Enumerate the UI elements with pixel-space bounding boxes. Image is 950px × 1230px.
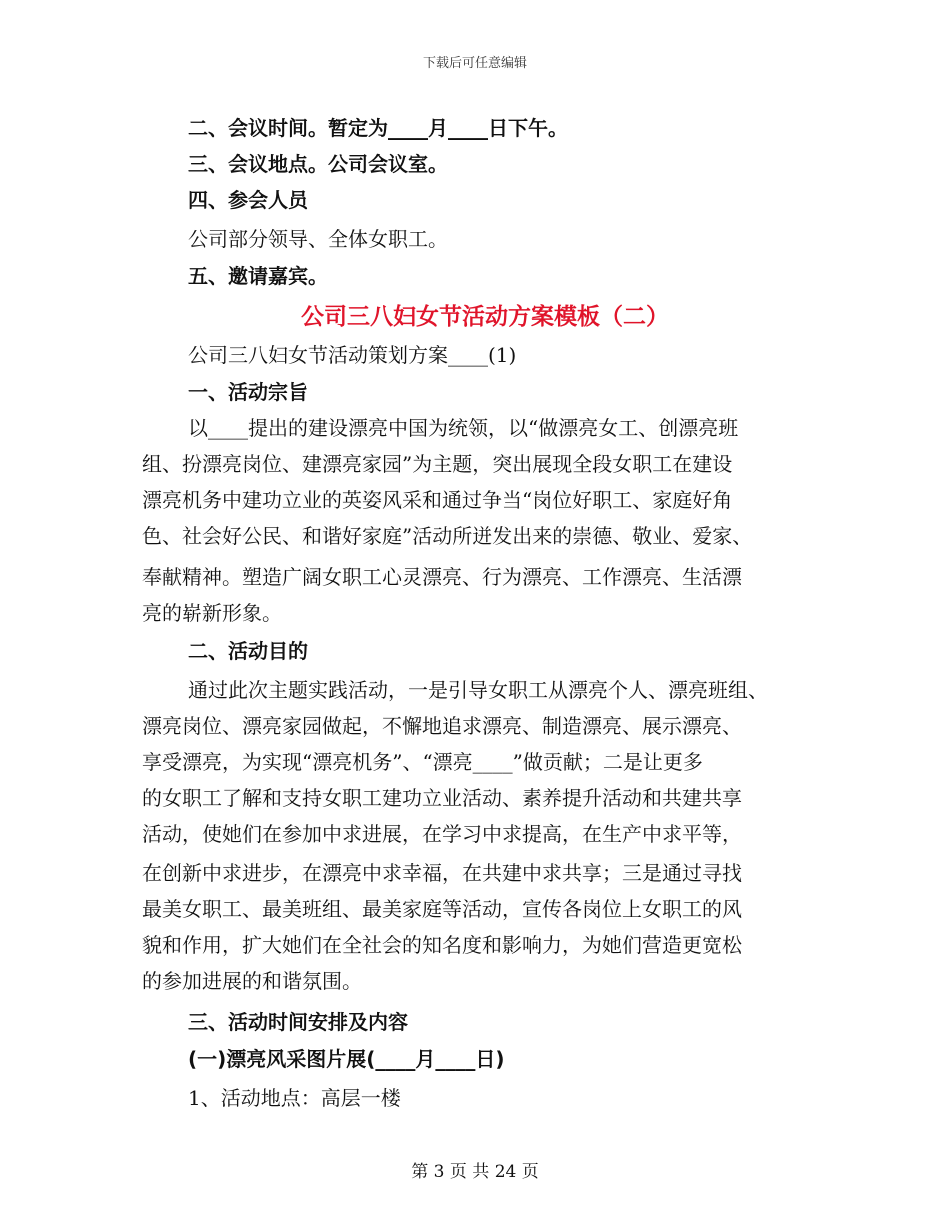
purpose-line: 奉献精神。塑造广阔女职工心灵漂亮、行为漂亮、工作漂亮、生活漂 [142, 565, 742, 589]
goal-line: 享受漂亮，为实现“漂亮机务”、“漂亮____”做贡献；二是让更多 [142, 750, 703, 774]
goal-line: 貌和作用，扩大她们在全社会的知名度和影响力，为她们营造更宽松 [142, 933, 742, 957]
purpose-line: 组、扮漂亮岗位、建漂亮家园”为主题，突出展现全段女职工在建设 [142, 452, 733, 476]
guests-heading: 五、邀请嘉宾。 [188, 264, 328, 288]
purpose-heading: 一、活动宗旨 [188, 380, 308, 404]
page-footer: 第 3 页 共 24 页 [411, 1162, 539, 1182]
schedule-heading: 三、活动时间安排及内容 [188, 1010, 408, 1034]
goal-line: 漂亮岗位、漂亮家园做起，不懈地追求漂亮、制造漂亮、展示漂亮、 [142, 714, 742, 738]
attendees-heading: 四、参会人员 [188, 188, 308, 212]
goal-line: 的参加进展的和谐氛围。 [142, 969, 362, 993]
goal-line: 活动，使她们在参加中求进展，在学习中求提高，在生产中求平等， [142, 822, 742, 846]
purpose-line: 以____提出的建设漂亮中国为统领，以“做漂亮女工、创漂亮班 [188, 416, 739, 440]
schedule-subheading: (一)漂亮风采图片展(____月____日) [188, 1047, 505, 1071]
meeting-place: 三、会议地点。公司会议室。 [188, 152, 448, 176]
goal-line: 在创新中求进步，在漂亮中求幸福，在共建中求共享；三是通过寻找 [142, 861, 742, 885]
plan-subtitle: 公司三八妇女节活动策划方案____(1) [188, 343, 517, 367]
meeting-time: 二、会议时间。暂定为____月____日下午。 [188, 116, 568, 140]
purpose-line: 色、社会好公民、和谐好家庭”活动所迸发出来的崇德、敬业、爱家、 [142, 524, 753, 548]
schedule-item: 1、活动地点：高层一楼 [188, 1086, 401, 1110]
goal-line: 最美女职工、最美班组、最美家庭等活动，宣传各岗位上女职工的风 [142, 897, 742, 921]
page-header: 下载后可任意编辑 [422, 56, 527, 71]
section-title: 公司三八妇女节活动方案模板（二） [301, 304, 669, 330]
goal-heading: 二、活动目的 [188, 639, 308, 663]
purpose-line: 亮的崭新形象。 [142, 601, 282, 625]
attendees-text: 公司部分领导、全体女职工。 [188, 227, 448, 251]
goal-line: 通过此次主题实践活动，一是引导女职工从漂亮个人、漂亮班组、 [188, 678, 768, 702]
purpose-line: 漂亮机务中建功立业的英姿风采和通过争当“岗位好职工、家庭好角 [142, 488, 733, 512]
goal-line: 的女职工了解和支持女职工建功立业活动、素养提升活动和共建共享 [142, 786, 742, 810]
